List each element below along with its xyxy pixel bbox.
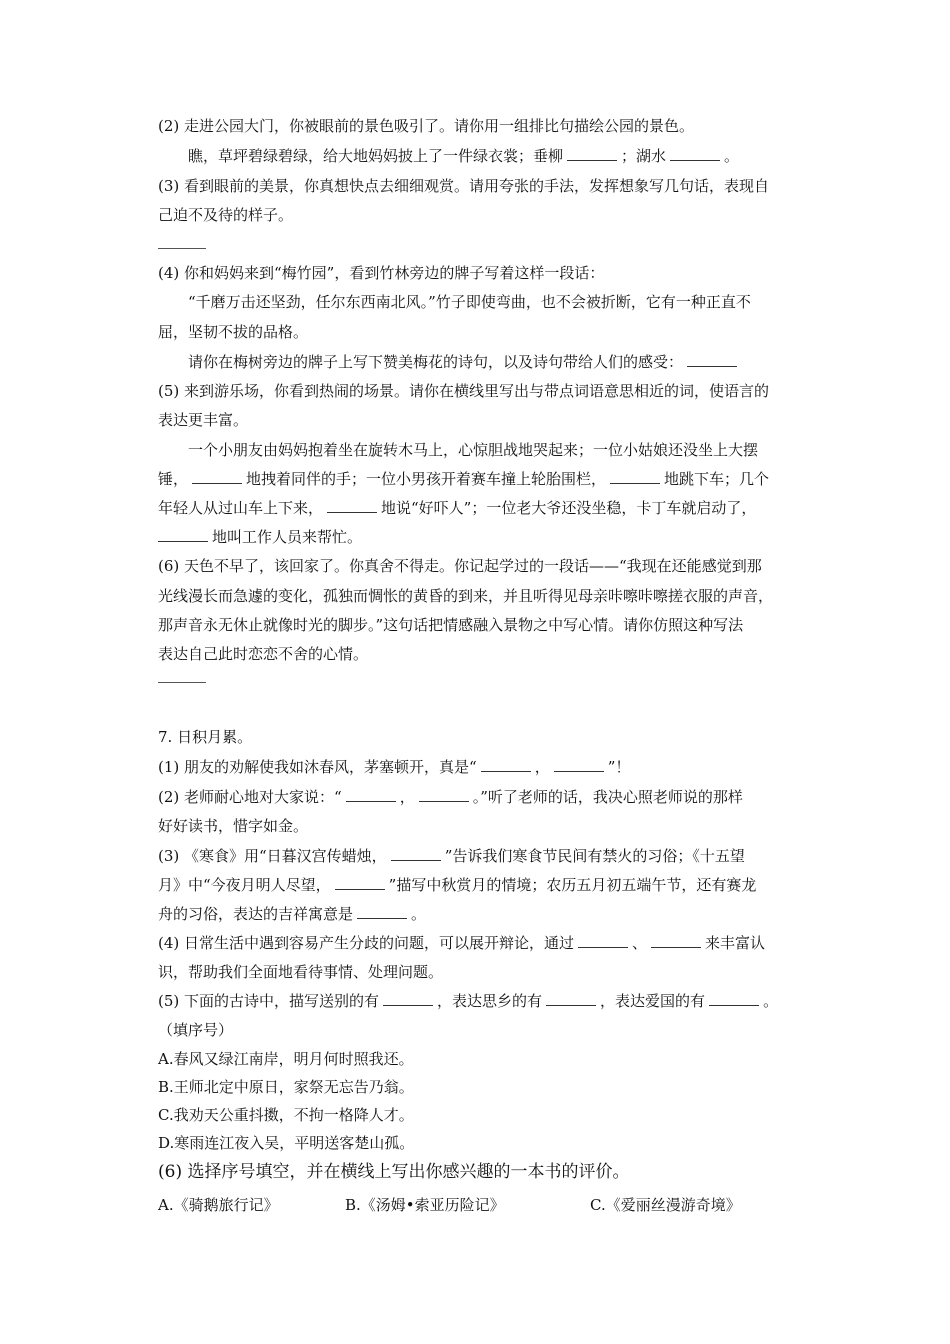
q7-6-book-c: C.《爱丽丝漫游奇境》 <box>590 1196 741 1214</box>
q7-title: 7. 日积月累。 <box>158 728 253 746</box>
q6-5-passage-line4: 地叫工作人员来帮忙。 <box>158 527 362 547</box>
q7-3-line1: (3) 《寒食》用“日暮汉宫传蜡烛， ”告诉我们寒食节民间有禁火的习俗；《十五望 <box>158 847 745 865</box>
blank-line[interactable] <box>687 352 737 367</box>
q7-4-line1: (4) 日常生活中遇到容易产生分歧的问题，可以展开辩论，通过 、 来丰富认 <box>158 934 766 952</box>
blank-line[interactable] <box>567 146 617 161</box>
q6-3-prompt-line1: (3) 看到眼前的美景，你真想快点去细细观赏。请用夸张的手法，发挥想象写几句话，表现自 <box>158 177 770 195</box>
q7-3-line3: 舟的习俗，表达的吉祥寓意是 。 <box>158 905 427 923</box>
q6-4-quote-line2: 屈，坚韧不拔的品格。 <box>158 323 309 341</box>
q6-6-line3: 那声音永无休止就像时光的脚步。”这句话把情感融入景物之中写心情。请你仿照这种写法 <box>158 616 744 634</box>
q6-5-passage-line1: 一个小朋友由妈妈抱着坐在旋转木马上，心惊胆战地哭起来；一位小姑娘还没坐上大摆 <box>188 441 759 459</box>
q6-5-prompt-line1: (5) 来到游乐场，你看到热闹的场景。请你在横线里写出与带点词语意思相近的词，使语言的 <box>158 382 770 400</box>
q6-3-prompt-line2: 己迫不及待的样子。 <box>158 206 294 224</box>
blank-line[interactable] <box>383 991 433 1006</box>
q7-6-prompt: (6) 选择序号填空，并在横线上写出你感兴趣的一本书的评价。 <box>158 1162 630 1182</box>
q7-1: (1) 朋友的劝解使我如沐春风，茅塞顿开，真是“ ， ”！ <box>158 758 631 776</box>
q7-3-line2: 月》中“今夜月明人尽望， ”描写中秋赏月的情境；农历五月初五端午节，还有赛龙 <box>158 876 757 894</box>
q7-5-option-a: A.春风又绿江南岸，明月何时照我还。 <box>158 1050 414 1068</box>
q6-6-line2: 光线漫长而急遽的变化，孤独而惆怅的黄昏的到来，并且听得见母亲咔嚓咔嚓搓衣服的声音， <box>158 587 774 605</box>
blank-line[interactable] <box>158 527 208 542</box>
answer-rule[interactable] <box>158 682 206 683</box>
q7-4-line2: 识，帮助我们全面地看待事情、处理问题。 <box>158 963 444 981</box>
blank-line[interactable] <box>335 875 385 890</box>
q6-4-task: 请你在梅树旁边的牌子上写下赞美梅花的诗句，以及诗句带给人们的感受： <box>188 352 741 372</box>
blank-line[interactable] <box>578 933 628 948</box>
blank-line[interactable] <box>357 904 407 919</box>
q7-6-book-b: B.《汤姆•索亚历险记》 <box>345 1196 505 1214</box>
q6-4-prompt: (4) 你和妈妈来到“梅竹园”，看到竹林旁边的牌子写着这样一段话： <box>158 264 605 282</box>
q6-4-quote-line1: “千磨万击还坚劲，任尔东西南北风。”竹子即使弯曲，也不会被折断，它有一种正直不 <box>188 293 751 311</box>
blank-line[interactable] <box>391 846 441 861</box>
q6-2-sentence: 瞧，草坪碧绿碧绿，给大地妈妈披上了一件绿衣裳；垂柳 ；湖水 。 <box>188 147 740 165</box>
q6-5-passage-line2: 锤， 地拽着同伴的手；一位小男孩开着赛车撞上轮胎围栏， 地跳下车；几个 <box>158 470 770 488</box>
q7-5-option-b: B.王师北定中原日，家祭无忘告乃翁。 <box>158 1078 414 1096</box>
blank-line[interactable] <box>709 991 759 1006</box>
blank-line[interactable] <box>419 787 469 802</box>
blank-line[interactable] <box>554 757 604 772</box>
q6-5-passage-line3: 年轻人从过山车上下来， 地说“好吓人”；一位老大爷还没坐稳，卡丁车就启动了， <box>158 499 757 517</box>
q7-5-line1: (5) 下面的古诗中，描写送别的有 ，表达思乡的有 ，表达爱国的有 。 <box>158 992 779 1010</box>
answer-rule[interactable] <box>158 248 206 249</box>
q6-6-line4: 表达自己此时恋恋不舍的心情。 <box>158 645 369 663</box>
q7-5-option-d: D.寒雨连江夜入吴，平明送客楚山孤。 <box>158 1134 415 1152</box>
blank-line[interactable] <box>546 991 596 1006</box>
q7-6-book-a: A.《骑鹅旅行记》 <box>158 1196 279 1214</box>
blank-line[interactable] <box>346 787 396 802</box>
blank-line[interactable] <box>610 469 660 484</box>
blank-line[interactable] <box>327 498 377 513</box>
blank-line[interactable] <box>192 469 242 484</box>
blank-line[interactable] <box>670 146 720 161</box>
blank-line[interactable] <box>481 757 531 772</box>
q7-5-option-c: C.我劝天公重抖擞，不拘一格降人才。 <box>158 1106 414 1124</box>
blank-line[interactable] <box>651 933 701 948</box>
q6-5-prompt-line2: 表达更丰富。 <box>158 411 249 429</box>
q7-2-line2: 好好读书，惜字如金。 <box>158 817 309 835</box>
q6-2-prompt: (2) 走进公园大门，你被眼前的景色吸引了。请你用一组排比句描绘公园的景色。 <box>158 117 695 135</box>
q6-6-line1: (6) 天色不早了，该回家了。你真舍不得走。你记起学过的一段话——“我现在还能感觉到那 <box>158 557 762 575</box>
q7-5-note: （填序号） <box>158 1021 234 1039</box>
q7-2-line1: (2) 老师耐心地对大家说：“ ， 。”听了老师的话，我决心照老师说的那样 <box>158 788 743 806</box>
